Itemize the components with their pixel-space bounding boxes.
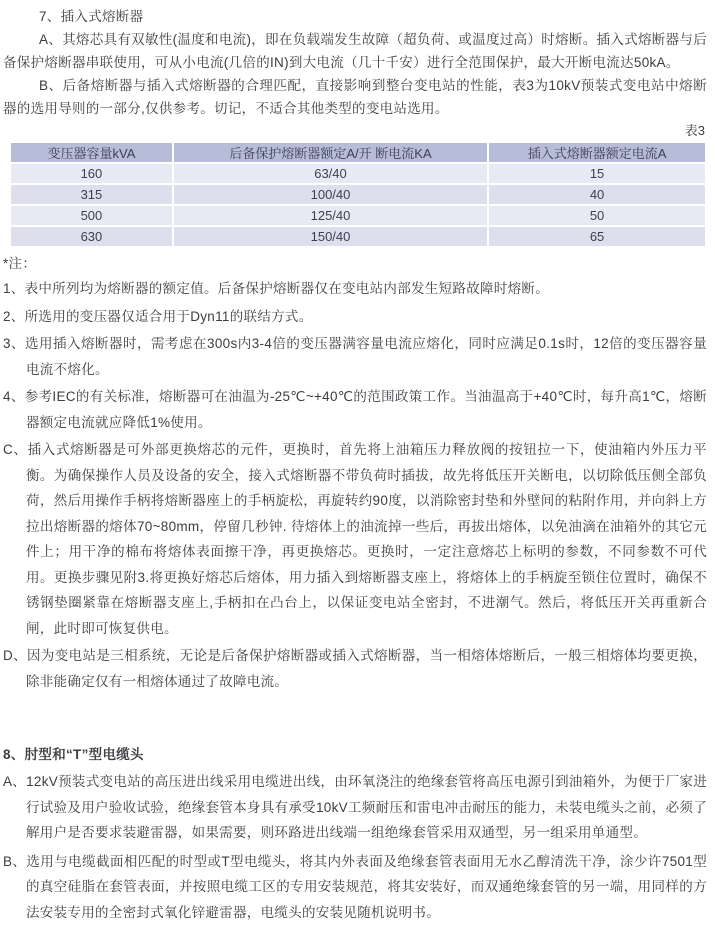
section-8-heading: 8、肘型和“T”型电缆头 — [3, 742, 707, 767]
section-8-item-a — [3, 769, 707, 846]
note-text: 所选用的变压器仅适合用于Dyn11的联结方式。 — [25, 309, 313, 324]
item-marker: B、 — [3, 854, 26, 869]
table-cell: 65 — [488, 226, 706, 247]
section-7-heading: 7、插入式熔断器 — [3, 5, 707, 28]
table-cell: 40 — [488, 184, 706, 205]
note-text: 参考IEC的有关标准，熔断器可在油温为-25℃~+40℃的范围政策工作。当油温高于+40℃时，每升高1℃，熔断器额定电流就应降低1%使用。 — [25, 389, 707, 430]
item-marker: A、 — [3, 774, 26, 789]
fuse-selection-table — [9, 141, 707, 248]
note-text: 表中所列均为熔断器的额定值。后备保护熔断器仅在变电站内部发生短路故障时熔断。 — [25, 281, 549, 296]
note-marker: 1、 — [3, 281, 25, 296]
note-text: 因为变电站是三相系统，无论是后备保护熔断器或插入式熔断器，当一相熔体熔断后，一般三相熔体均要更换，除非能确定仅有一相熔体通过了故障电流。 — [26, 648, 707, 689]
note-marker: C、 — [3, 442, 28, 457]
item-text: 12kV预装式变电站的高压进出线采用电缆进出线，由环氧浇注的绝缘套管将高压电源引到油箱外，为便于厂家进行试验及用户验收试验，绝缘套管本身具有承受10kV工频耐压和雷电冲击耐压的能力，未装电缆头之前，必须了解用户是否要求装避雷器，如果需要，则环路进出线端一组绝缘套管采用双通型，另一组采用单通型。 — [26, 774, 707, 840]
table-cell: 315 — [10, 184, 173, 205]
section-7-para-b: B、后备熔断器与插入式熔断器的合理匹配，直接影响到整台变电站的性能，表3为10kV预装式变电站中熔断器的选用导则的一部分,仅供参考。切记，不适合其他类型的变电站选用。 — [3, 74, 707, 120]
table-row — [10, 184, 706, 205]
table-cell: 125/40 — [173, 205, 488, 226]
notes-title: *注： — [3, 253, 707, 275]
table-cell: 630 — [10, 226, 173, 247]
table3-label: 表3 — [3, 122, 707, 139]
table-header-plugin-fuse-current: 插入式熔断器额定电流A — [488, 142, 706, 163]
note-marker: 4、 — [3, 389, 25, 404]
table-cell: 100/40 — [173, 184, 488, 205]
note-item-d — [3, 643, 707, 694]
note-item-4 — [3, 384, 707, 435]
note-marker: D、 — [3, 648, 27, 663]
table-header-transformer-capacity: 变压器容量kVA — [10, 142, 173, 163]
table-header-backup-fuse-rating: 后备保护熔断器额定A/开 断电流KA — [173, 142, 488, 163]
section-8 — [3, 742, 707, 925]
item-text: 选用与电缆截面相匹配的时型或T型电缆头，将其内外表面及绝缘套管表面用无水乙醇清洗干净，涂少许7501型的真空硅脂在套管表面，并按照电缆工区的专用安装规范，将其安装好，而双通绝缘套管的另一端，用同样的方法安装专用的全密封式氧化锌避雷器，电缆头的安装见随机说明书。 — [26, 854, 707, 920]
table-cell: 63/40 — [173, 163, 488, 184]
table-cell: 15 — [488, 163, 706, 184]
section-8-item-b — [3, 849, 707, 925]
table-row — [10, 163, 706, 184]
note-item-3 — [3, 331, 707, 382]
table-row — [10, 226, 706, 247]
note-item-2 — [3, 304, 707, 330]
table-header-row — [10, 142, 706, 163]
table-cell: 50 — [488, 205, 706, 226]
notes-section — [3, 253, 707, 694]
table-cell: 150/40 — [173, 226, 488, 247]
table-cell: 500 — [10, 205, 173, 226]
note-item-c — [3, 437, 707, 641]
note-marker: 3、 — [3, 336, 25, 351]
table-row — [10, 205, 706, 226]
section-7-para-a: A、其熔芯具有双敏性(温度和电流)，即在负载端发生故障（超负荷、或温度过高）时熔断。插入式熔断器与后备保护熔断器串联使用，可从小电流(几倍的IN)到大电流（几十千安）进行全范围保护，最大开断电流达50kA。 — [3, 28, 707, 74]
section-7 — [3, 5, 707, 120]
note-marker: 2、 — [3, 309, 25, 324]
note-text: 插入式熔断器是可外部更换熔芯的元件，更换时，首先将上油箱压力释放阀的按钮拉一下，使油箱内外压力平衡。为确保操作人员及设备的安全，接入式熔断器不带负荷时插拔，故先将低压开关断电，以切除低压侧全部负荷，然后用操作手柄将熔断器座上的手柄旋松，再旋转约90度，以消除密封垫和外壁间的粘附作用，并向斜上方拉出熔断器的熔体70~80mm，停留几秒钟. 待熔体上的油流掉一些后，再拔出熔体，以免油滴在油箱外的其它元件上；用干净的棉布将熔体表面擦干净，再更换熔芯。更换时，一定注意熔芯上标明的参数，不同参数不可代用。更换步骤见附3.将更换好熔芯后熔体，用力插入到熔断器支座上，将熔体上的手柄旋至锁住位置时，确保不锈钢垫圈紧靠在熔断器支座上,手柄扣在凸台上，以保证变电站全密封，不进潮气。然后，将低压开关再重新合闸，此时即可恢复供电。 — [26, 442, 707, 636]
note-text: 选用插入熔断器时，需考虑在300s内3-4倍的变压器满容量电流应熔化，同时应满足0.1s时，12倍的变压器容量电流不熔化。 — [25, 336, 707, 377]
table-cell: 160 — [10, 163, 173, 184]
note-item-1 — [3, 276, 707, 302]
